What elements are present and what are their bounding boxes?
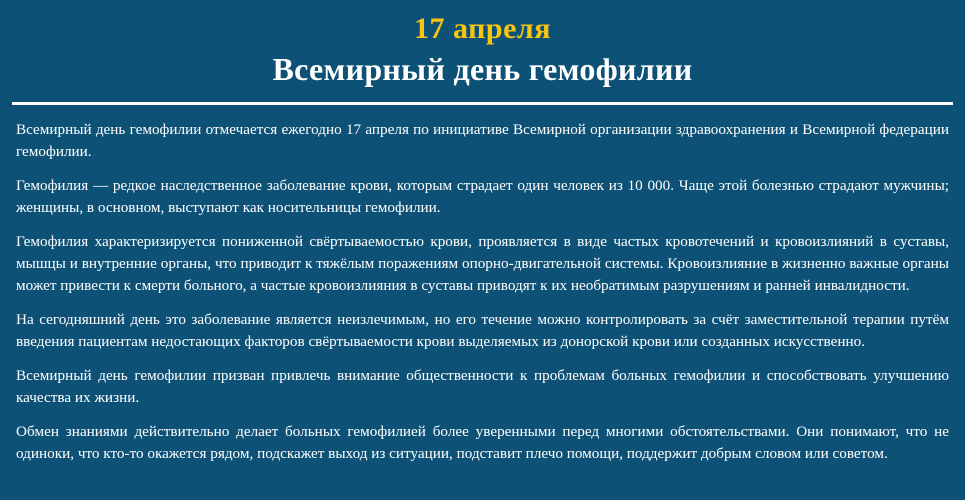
poster-body [0,105,965,500]
body-paragraph: Обмен знаниями действительно делает больных гемофилией более уверенными перед многими обстоятельствами. Они понимают, что не одиноки, что кто-то окажется рядом, подскажет выход из ситуации, подставит плечо помощи, поддержит добрым словом или советом. [16,423,949,462]
body-paragraph: Гемофилия — редкое наследственное заболевание крови, которым страдает один человек из 10 000. Чаще этой болезнью страдают мужчины; женщины, в основном, выступают как носительницы гемофилии. [16,177,949,216]
poster-header [0,0,965,88]
body-paragraph: На сегодняшний день это заболевание является неизлечимым, но его течение можно контролировать за счёт заместительной терапии путём введения пациентам недостающих факторов свёртываемости крови выделяемых из донорской крови или созданных искусственно. [16,311,949,350]
body-paragraph: Всемирный день гемофилии призван привлечь внимание общественности к проблемам больных гемофилии и способствовать улучшению качества их жизни. [16,367,949,406]
body-paragraph: Гемофилия характеризируется пониженной свёртываемостью крови, проявляется в виде частых кровотечений и кровоизлияний в суставы, мышцы и внутренние органы, что приводит к тяжёлым поражениям опорно-двигательной системы. Кровоизлияние в жизненно важные органы может привести к смерти больного, а частые кровоизлияния в суставы приводят к их необратимым разрушениям и ранней инвалидности. [16,233,949,294]
page-title: Всемирный день гемофилии [272,51,693,87]
observance-date: 17 апреля [414,12,551,45]
body-paragraph: Всемирный день гемофилии отмечается ежегодно 17 апреля по инициативе Всемирной организации здравоохранения и Всемирной федерации гемофилии. [16,121,949,160]
